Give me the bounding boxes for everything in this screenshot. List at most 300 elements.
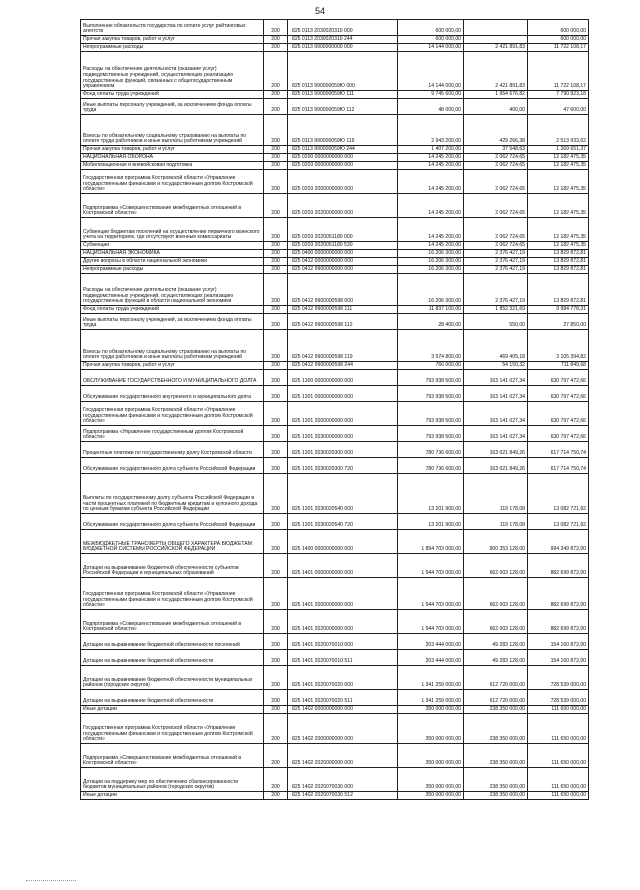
row-remaining-amount-cell: 617 714 750,74 [528,442,589,458]
row-classification-code-cell: 825 1401 2000000000 000 [288,578,398,610]
row-group-code-cell: 200 [264,714,288,744]
row-remaining-amount-cell: 882 699 872,00 [528,610,589,634]
row-name-cell: Подпрограмма «Совершенствование межбюджетных отношений в Костромской области» [81,610,264,634]
row-name-cell: Государственная программа Костромской области «Управление государственными финансами и государственным долгом Костромской области» [81,170,264,194]
row-approved-amount-cell: 766 000,00 [398,362,464,370]
row-name-cell: Иные дотации [81,706,264,714]
row-name-cell: Дотации на поддержку мер по обеспечению сбалансированности бюджетов муниципальных районов (городских округов) [81,768,264,792]
row-group-code-cell: 200 [264,792,288,800]
row-name-cell: Фонд оплаты труда учреждений [81,91,264,99]
row-classification-code-cell: 825 1401 2020070010 000 [288,634,398,650]
row-group-code-cell: 200 [264,115,288,146]
row-group-code-cell: 200 [264,218,288,242]
row-classification-code-cell: 825 1301 2030020540 000 [288,474,398,514]
row-remaining-amount-cell: 111 650 000,00 [528,768,589,792]
row-approved-amount-cell: 11 837 100,00 [398,306,464,314]
row-group-code-cell: 200 [264,578,288,610]
row-group-code-cell: 200 [264,690,288,706]
row-remaining-amount-cell: 728 539 000,00 [528,666,589,690]
page-number: 54 [314,6,325,16]
row-classification-code-cell: 825 0113 9900000000 000 [288,44,398,52]
row-approved-amount-cell: 14 144 000,00 [398,44,464,52]
row-executed-amount-cell: 2 062 724,65 [464,194,528,218]
table-row [81,650,589,666]
row-executed-amount-cell: 2 376 427,19 [464,266,528,274]
row-approved-amount-cell: 1 544 703 000,00 [398,578,464,610]
row-remaining-amount-cell: 13 829 872,81 [528,258,589,266]
row-group-code-cell: 200 [264,530,288,554]
row-approved-amount-cell: 16 206 300,00 [398,250,464,258]
row-approved-amount-cell: 2 943 200,00 [398,115,464,146]
row-remaining-amount-cell: 11 722 108,17 [528,44,589,52]
table-row [81,330,589,362]
table-row [81,266,589,274]
row-executed-amount-cell: 119 178,08 [464,514,528,530]
table-row [81,170,589,194]
row-approved-amount-cell: 600 000,00 [398,36,464,44]
row-classification-code-cell: 825 0113 2030020310 244 [288,36,398,44]
row-approved-amount-cell: 350 000 000,00 [398,792,464,800]
row-executed-amount-cell [464,20,528,36]
row-group-code-cell: 200 [264,170,288,194]
row-group-code-cell: 200 [264,330,288,362]
row-group-code-cell: 200 [264,458,288,474]
row-name-cell: НАЦИОНАЛЬНАЯ ЭКОНОМИКА [81,250,264,258]
row-executed-amount-cell: 662 003 128,00 [464,610,528,634]
row-group-code-cell: 200 [264,650,288,666]
row-approved-amount-cell: 14 245 200,00 [398,218,464,242]
row-remaining-amount-cell: 111 650 000,00 [528,744,589,768]
row-approved-amount-cell: 3 574 800,00 [398,330,464,362]
row-approved-amount-cell: 600 000,00 [398,20,464,36]
row-approved-amount-cell: 793 938 500,00 [398,402,464,426]
row-classification-code-cell: 825 0412 9900000598 119 [288,330,398,362]
row-classification-code-cell: 825 0412 0000000000 000 [288,258,398,266]
row-classification-code-cell: 825 1402 2000000000 000 [288,714,398,744]
row-remaining-amount-cell: 630 797 472,66 [528,370,589,386]
row-approved-amount-cell: 350 000 000,00 [398,768,464,792]
row-remaining-amount-cell: 630 797 472,66 [528,426,589,442]
row-executed-amount-cell: 2 062 724,65 [464,218,528,242]
row-name-cell: Подпрограмма «Совершенствование межбюджетных отношений в Костромской области» [81,744,264,768]
row-name-cell: Взносы по обязательному социальному страхованию на выплаты по оплате труда работников и иные выплаты работникам учреждений [81,330,264,362]
row-group-code-cell: 200 [264,20,288,36]
row-executed-amount-cell: 2 062 724,65 [464,162,528,170]
table-row [81,474,589,514]
row-group-code-cell: 200 [264,474,288,514]
row-approved-amount-cell: 350 000 000,00 [398,706,464,714]
row-executed-amount-cell: 2 062 724,65 [464,242,528,250]
row-group-code-cell: 200 [264,99,288,115]
row-group-code-cell: 200 [264,44,288,52]
row-group-code-cell: 200 [264,274,288,306]
row-executed-amount-cell: 2 376 427,19 [464,274,528,306]
row-classification-code-cell: 825 1402 2020070030 000 [288,768,398,792]
row-executed-amount-cell: 238 350 000,00 [464,768,528,792]
table-row [81,242,589,250]
row-group-code-cell: 200 [264,36,288,44]
row-approved-amount-cell: 793 938 500,00 [398,426,464,442]
row-executed-amount-cell: 550,00 [464,314,528,330]
row-classification-code-cell: 825 1301 0000000000 000 [288,386,398,402]
row-remaining-amount-cell: 27 850,00 [528,314,589,330]
row-executed-amount-cell: 2 421 891,83 [464,44,528,52]
row-classification-code-cell: 825 1402 0000000000 000 [288,706,398,714]
row-remaining-amount-cell: 12 182 475,35 [528,194,589,218]
row-remaining-amount-cell: 630 797 472,66 [528,402,589,426]
table-row [81,218,589,242]
row-name-cell: Государственная программа Костромской области «Управление государственными финансами и государственным долгом Костромской области» [81,714,264,744]
row-executed-amount-cell: 49 283 128,00 [464,650,528,666]
row-name-cell: Прочая закупка товаров, работ и услуг [81,146,264,154]
row-group-code-cell: 200 [264,146,288,154]
table-row [81,578,589,610]
row-remaining-amount-cell: 13 829 872,81 [528,250,589,258]
row-executed-amount-cell: 163 141 027,34 [464,370,528,386]
row-executed-amount-cell: 1 954 676,82 [464,91,528,99]
row-classification-code-cell: 825 1401 2020000000 000 [288,610,398,634]
row-group-code-cell: 200 [264,610,288,634]
row-approved-amount-cell: 16 206 300,00 [398,266,464,274]
row-classification-code-cell: 825 0412 9900000598 244 [288,362,398,370]
table-row [81,442,589,458]
row-name-cell: Дотации на выравнивание бюджетной обеспеченности [81,650,264,666]
row-executed-amount-cell: 119 178,08 [464,474,528,514]
row-executed-amount-cell: 429 266,38 [464,115,528,146]
row-approved-amount-cell: 350 000 000,00 [398,744,464,768]
row-executed-amount-cell: 900 353 128,00 [464,530,528,554]
row-executed-amount-cell: 163 021 849,26 [464,458,528,474]
row-approved-amount-cell: 1 544 703 000,00 [398,554,464,578]
row-executed-amount-cell: 163 021 849,26 [464,442,528,458]
row-remaining-amount-cell: 994 349 872,00 [528,530,589,554]
row-group-code-cell: 200 [264,554,288,578]
row-classification-code-cell: 825 1402 2020000000 000 [288,744,398,768]
table-row [81,99,589,115]
row-classification-code-cell: 825 1402 2020070030 512 [288,792,398,800]
row-remaining-amount-cell: 154 160 872,00 [528,650,589,666]
row-classification-code-cell: 825 0203 2020051180 530 [288,242,398,250]
row-executed-amount-cell: 2 376 427,19 [464,250,528,258]
row-classification-code-cell: 825 0203 2000000000 000 [288,170,398,194]
row-name-cell: ОБСЛУЖИВАНИЕ ГОСУДАРСТВЕННОГО И МУНИЦИПАЛЬНОГО ДОЛГА [81,370,264,386]
row-classification-code-cell: 825 0412 9900000598 112 [288,314,398,330]
row-remaining-amount-cell: 7 790 923,18 [528,91,589,99]
row-name-cell: Государственная программа Костромской области «Управление государственными финансами и государственным долгом Костромской области» [81,402,264,426]
row-group-code-cell: 200 [264,306,288,314]
row-classification-code-cell: 825 0412 9900000598 111 [288,306,398,314]
row-executed-amount-cell: 163 141 027,34 [464,402,528,426]
table-row [81,115,589,146]
row-approved-amount-cell: 793 938 500,00 [398,370,464,386]
row-remaining-amount-cell: 47 600,00 [528,99,589,115]
row-group-code-cell: 200 [264,258,288,266]
row-executed-amount-cell [464,36,528,44]
row-remaining-amount-cell: 617 714 750,74 [528,458,589,474]
row-classification-code-cell: 825 0412 9900000598 000 [288,274,398,306]
row-remaining-amount-cell: 13 829 872,81 [528,266,589,274]
row-name-cell: Фонд оплаты труда учреждений [81,306,264,314]
row-remaining-amount-cell: 630 797 472,66 [528,386,589,402]
row-group-code-cell: 200 [264,194,288,218]
row-group-code-cell: 200 [264,370,288,386]
row-classification-code-cell: 825 1401 2020070020 000 [288,666,398,690]
row-classification-code-cell: 825 0113 990000059Ю 119 [288,115,398,146]
table-row [81,274,589,306]
table-row [81,458,589,474]
row-classification-code-cell: 825 0203 2020000000 000 [288,194,398,218]
row-classification-code-cell: 825 1401 0000000000 000 [288,554,398,578]
table-row [81,162,589,170]
row-classification-code-cell: 825 0113 990000059Ю 000 [288,52,398,91]
row-approved-amount-cell: 16 206 300,00 [398,258,464,266]
table-row [81,426,589,442]
row-group-code-cell: 200 [264,386,288,402]
row-approved-amount-cell: 14 245 200,00 [398,242,464,250]
row-executed-amount-cell: 469 405,18 [464,330,528,362]
row-classification-code-cell: 825 0412 9900000000 000 [288,266,398,274]
table-row [81,52,589,91]
row-classification-code-cell: 825 0113 2030020310 000 [288,20,398,36]
footer-mark [26,880,76,882]
row-classification-code-cell: 825 1301 2030020300 000 [288,442,398,458]
table-row [81,768,589,792]
row-group-code-cell: 200 [264,634,288,650]
table-row [81,306,589,314]
table-row [81,530,589,554]
row-remaining-amount-cell: 3 105 394,82 [528,330,589,362]
row-group-code-cell: 200 [264,706,288,714]
row-remaining-amount-cell: 12 182 475,35 [528,218,589,242]
row-approved-amount-cell: 48 000,00 [398,99,464,115]
row-name-cell: Непрограммные расходы [81,266,264,274]
row-remaining-amount-cell: 600 000,00 [528,20,589,36]
row-approved-amount-cell: 1 894 703 000,00 [398,530,464,554]
table-row [81,792,589,800]
row-remaining-amount-cell: 1 369 651,37 [528,146,589,154]
row-name-cell: Выплаты по государственному долгу субъекта Российской Федерации в части процентных платежей по бюджетным кредитам и купонного дохода по ценным бумагам субъекта Российской Федерации [81,474,264,514]
row-group-code-cell: 200 [264,162,288,170]
row-remaining-amount-cell: 711 849,68 [528,362,589,370]
row-classification-code-cell: 825 0113 990000059Ю 112 [288,99,398,115]
row-name-cell: Иные выплаты персоналу учреждений, за исключением фонда оплаты труда [81,314,264,330]
row-remaining-amount-cell: 11 722 108,17 [528,52,589,91]
row-approved-amount-cell: 1 544 703 000,00 [398,610,464,634]
row-approved-amount-cell: 28 400,00 [398,314,464,330]
table-row [81,20,589,36]
row-name-cell: МЕЖБЮДЖЕТНЫЕ ТРАНСФЕРТЫ ОБЩЕГО ХАРАКТЕРА БЮДЖЕТАМ БЮДЖЕТНОЙ СИСТЕМЫ РОССИЙСКОЙ ФЕДЕРАЦИИ [81,530,264,554]
row-classification-code-cell: 825 1301 2030000000 000 [288,426,398,442]
row-approved-amount-cell: 14 245 200,00 [398,162,464,170]
row-approved-amount-cell: 793 938 500,00 [398,386,464,402]
row-approved-amount-cell: 780 736 600,00 [398,442,464,458]
table-row [81,714,589,744]
row-remaining-amount-cell: 13 082 721,92 [528,474,589,514]
row-approved-amount-cell: 780 736 600,00 [398,458,464,474]
row-remaining-amount-cell: 728 539 000,00 [528,690,589,706]
row-name-cell: Процентные платежи по государственному долгу Костромской области [81,442,264,458]
row-group-code-cell: 200 [264,768,288,792]
row-classification-code-cell: 825 0200 0000000000 000 [288,154,398,162]
row-approved-amount-cell: 14 245 200,00 [398,170,464,194]
row-name-cell: Обслуживание государственного долга субъекта Российской Федерации [81,458,264,474]
row-classification-code-cell: 825 1401 2020070020 511 [288,690,398,706]
table-row [81,44,589,52]
row-classification-code-cell: 825 0203 0000000000 000 [288,162,398,170]
row-remaining-amount-cell: 12 182 475,35 [528,154,589,162]
row-executed-amount-cell: 1 852 321,69 [464,306,528,314]
row-name-cell: Обслуживание государственного долга субъекта Российской Федерации [81,514,264,530]
row-classification-code-cell: 825 0400 0000000000 000 [288,250,398,258]
row-group-code-cell: 200 [264,514,288,530]
row-executed-amount-cell: 238 350 000,00 [464,706,528,714]
row-classification-code-cell: 825 1300 0000000000 000 [288,370,398,386]
row-name-cell: НАЦИОНАЛЬНАЯ ОБОРОНА [81,154,264,162]
row-executed-amount-cell: 37 548,63 [464,146,528,154]
row-remaining-amount-cell: 12 182 475,35 [528,242,589,250]
budget-table [80,19,589,800]
row-executed-amount-cell: 2 376 427,19 [464,258,528,266]
row-remaining-amount-cell: 111 650 000,00 [528,714,589,744]
row-name-cell: Мобилизационная и вневойсковая подготовка [81,162,264,170]
row-name-cell: Обслуживание государственного внутреннего и муниципального долга [81,386,264,402]
row-executed-amount-cell: 662 003 128,00 [464,578,528,610]
table-row [81,91,589,99]
row-classification-code-cell: 825 0113 990000059Ю 244 [288,146,398,154]
row-remaining-amount-cell: 111 650 000,00 [528,792,589,800]
row-executed-amount-cell: 54 150,32 [464,362,528,370]
row-name-cell: Дотации на выравнивание бюджетной обеспеченности субъектов Российской Федерации и муниципальных образований [81,554,264,578]
table-row [81,386,589,402]
table-row [81,194,589,218]
row-classification-code-cell: 825 0113 990000059Ю 111 [288,91,398,99]
row-executed-amount-cell: 2 062 724,65 [464,154,528,162]
row-group-code-cell: 200 [264,666,288,690]
table-row [81,666,589,690]
row-classification-code-cell: 825 0203 2020051180 000 [288,218,398,242]
row-approved-amount-cell: 13 201 900,00 [398,514,464,530]
row-executed-amount-cell: 238 350 000,00 [464,744,528,768]
table-row [81,690,589,706]
row-approved-amount-cell: 1 341 259 000,00 [398,666,464,690]
table-row [81,610,589,634]
row-executed-amount-cell: 49 283 128,00 [464,634,528,650]
row-remaining-amount-cell: 111 650 000,00 [528,706,589,714]
row-name-cell: Подпрограмма «Совершенствование межбюджетных отношений в Костромской области» [81,194,264,218]
row-executed-amount-cell: 2 421 891,83 [464,52,528,91]
row-approved-amount-cell: 14 144 000,00 [398,52,464,91]
table-row [81,554,589,578]
row-name-cell: Субвенции бюджетам поселений на осуществление первичного воинского учета на территориях, где отсутствуют военные комиссариаты [81,218,264,242]
row-approved-amount-cell: 14 245 200,00 [398,154,464,162]
row-classification-code-cell: 825 1301 2030020540 720 [288,514,398,530]
row-name-cell: Прочая закупка товаров, работ и услуг [81,362,264,370]
row-remaining-amount-cell: 154 160 872,00 [528,634,589,650]
row-name-cell: Взносы по обязательному социальному страхованию на выплаты по оплате труда работников и иные выплаты работникам учреждений [81,115,264,146]
row-group-code-cell: 200 [264,154,288,162]
table-row [81,634,589,650]
row-remaining-amount-cell: 882 699 872,00 [528,554,589,578]
table-row [81,154,589,162]
row-executed-amount-cell: 612 720 000,00 [464,690,528,706]
row-executed-amount-cell: 163 141 027,34 [464,386,528,402]
row-group-code-cell: 200 [264,266,288,274]
row-group-code-cell: 200 [264,250,288,258]
row-classification-code-cell: 825 1400 0000000000 000 [288,530,398,554]
row-approved-amount-cell: 16 206 300,00 [398,274,464,306]
row-name-cell: Подпрограмма «Управление государственным долгом Костромской области» [81,426,264,442]
row-remaining-amount-cell: 9 984 778,31 [528,306,589,314]
row-approved-amount-cell: 13 201 900,00 [398,474,464,514]
row-executed-amount-cell: 163 141 027,34 [464,426,528,442]
row-name-cell: Субвенции [81,242,264,250]
table-row [81,314,589,330]
row-name-cell: Выполнение обязательств государства по оплате услуг рейтинговых агентств [81,20,264,36]
table-row [81,250,589,258]
row-group-code-cell: 200 [264,91,288,99]
row-group-code-cell: 200 [264,426,288,442]
row-classification-code-cell: 825 1301 2000000000 000 [288,402,398,426]
row-group-code-cell: 200 [264,362,288,370]
row-approved-amount-cell: 14 245 200,00 [398,194,464,218]
table-row [81,370,589,386]
row-name-cell: Иные выплаты персоналу учреждений, за исключением фонда оплаты труда [81,99,264,115]
row-executed-amount-cell: 612 720 000,00 [464,666,528,690]
table-row [81,146,589,154]
table-row [81,362,589,370]
row-executed-amount-cell: 238 350 000,00 [464,792,528,800]
row-name-cell: Иные дотации [81,792,264,800]
table-row [81,514,589,530]
row-approved-amount-cell: 1 407 200,00 [398,146,464,154]
row-remaining-amount-cell: 12 182 475,35 [528,162,589,170]
row-classification-code-cell: 825 1401 2020070010 511 [288,650,398,666]
row-executed-amount-cell: 238 350 000,00 [464,714,528,744]
table-row [81,744,589,768]
row-name-cell: Дотации на выравнивание бюджетной обеспеченности поселений [81,634,264,650]
row-group-code-cell: 200 [264,242,288,250]
row-executed-amount-cell: 2 062 724,65 [464,170,528,194]
row-group-code-cell: 200 [264,314,288,330]
table-row [81,402,589,426]
row-approved-amount-cell: 9 745 600,00 [398,91,464,99]
row-name-cell: Другие вопросы в области национальной экономики [81,258,264,266]
row-remaining-amount-cell: 882 699 872,00 [528,578,589,610]
row-name-cell: Дотации на выравнивание бюджетной обеспеченности муниципальных районов (городских округов) [81,666,264,690]
row-name-cell: Непрограммные расходы [81,44,264,52]
row-name-cell: Расходы на обеспечение деятельности (оказание услуг) подведомственных учреждений, осуществляющих реализацию государственных функций, связанных с общегосударственным управлением [81,52,264,91]
row-remaining-amount-cell: 13 829 872,81 [528,274,589,306]
row-name-cell: Расходы на обеспечение деятельности (оказание услуг) подведомственных учреждений, осуществляющих реализацию государственных функций в области национальной экономики [81,274,264,306]
row-approved-amount-cell: 1 341 259 000,00 [398,690,464,706]
row-group-code-cell: 200 [264,402,288,426]
row-executed-amount-cell: 400,00 [464,99,528,115]
row-approved-amount-cell: 350 000 000,00 [398,714,464,744]
row-name-cell: Государственная программа Костромской области «Управление государственными финансами и государственным долгом Костромской области» [81,578,264,610]
table-row [81,36,589,44]
table-row [81,706,589,714]
row-remaining-amount-cell: 600 000,00 [528,36,589,44]
row-executed-amount-cell: 662 003 128,00 [464,554,528,578]
row-group-code-cell: 200 [264,52,288,91]
row-name-cell: Дотации на выравнивание бюджетной обеспеченности [81,690,264,706]
row-approved-amount-cell: 203 444 000,00 [398,634,464,650]
row-approved-amount-cell: 203 444 000,00 [398,650,464,666]
row-name-cell: Прочая закупка товаров, работ и услуг [81,36,264,44]
row-remaining-amount-cell: 12 182 475,35 [528,170,589,194]
row-group-code-cell: 200 [264,442,288,458]
row-group-code-cell: 200 [264,744,288,768]
